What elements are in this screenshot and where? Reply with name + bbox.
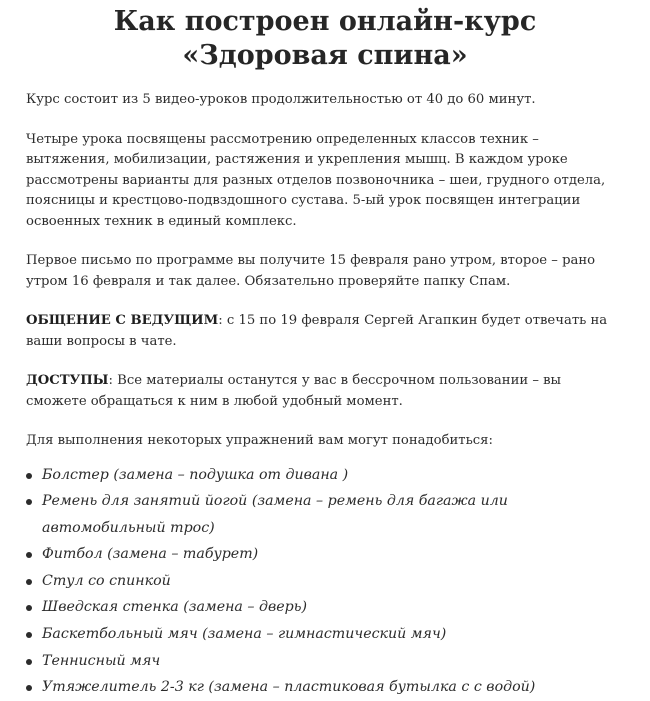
paragraph-access xyxy=(26,371,624,412)
list-item xyxy=(26,674,624,701)
paragraph-lesson-topics: Четыре урока посвящены рассмотрению определенных классов техник – вытяжения, мобилизации, растяжения и укрепления мышц. В каждом уроке рассмотрены варианты для разных отделов позвоночника – шеи, грудного отдела, поясницы и крестцово-подвздошного сустава. 5-ый урок посвящен интеграции освоенных техник в единый комплекс. xyxy=(26,131,606,229)
list-item-text: Шведская стенка (замена – дверь) xyxy=(42,599,307,616)
bullet-icon xyxy=(26,473,32,479)
access-label: ДОСТУПЫ xyxy=(26,373,109,388)
bullet-icon xyxy=(26,685,32,691)
host-communication-text: : с 15 по 19 февраля Сергей Агапкин будет отвечать на ваши вопросы в чате. xyxy=(26,313,608,349)
list-item xyxy=(26,462,624,489)
list-item-text: Ремень для занятий йогой (замена – ремень для багажа или автомобильный трос) xyxy=(42,493,508,536)
bullet-icon xyxy=(26,552,32,558)
list-item-text: Баскетбольный мяч (замена – гимнастический мяч) xyxy=(42,626,447,643)
list-item xyxy=(26,648,624,675)
paragraph-host-communication xyxy=(26,311,624,352)
bullet-icon xyxy=(26,632,32,638)
list-item-text: Утяжелитель 2-3 кг (замена – пластиковая бутылка с с водой) xyxy=(42,679,536,696)
course-description xyxy=(26,90,624,701)
list-item xyxy=(26,621,624,648)
list-item-text: Стул со спинкой xyxy=(42,572,171,589)
list-item xyxy=(26,541,624,568)
page-title-line-1: Как построен онлайн-курс xyxy=(113,6,537,37)
access-text: : Все материалы останутся у вас в бессрочном пользовании – вы сможете обращаться к ним в любой удобный момент. xyxy=(26,373,562,409)
page-title-line-2: «Здоровая спина» xyxy=(182,40,468,71)
list-item xyxy=(26,568,624,595)
paragraph-equipment-intro: Для выполнения некоторых упражнений вам могут понадобиться: xyxy=(26,433,493,448)
page-title xyxy=(26,0,624,73)
paragraph-course-length: Курс состоит из 5 видео-уроков продолжительностью от 40 до 60 минут. xyxy=(26,92,536,107)
equipment-list xyxy=(26,462,624,701)
host-communication-label: ОБЩЕНИЕ С ВЕДУЩИМ xyxy=(26,313,219,328)
list-item-text: Теннисный мяч xyxy=(42,652,161,669)
bullet-icon xyxy=(26,659,32,665)
bullet-icon xyxy=(26,605,32,611)
list-item xyxy=(26,594,624,621)
bullet-icon xyxy=(26,579,32,585)
bullet-icon xyxy=(26,499,32,505)
list-item-text: Фитбол (замена – табурет) xyxy=(42,546,259,563)
list-item xyxy=(26,488,624,541)
paragraph-schedule: Первое письмо по программе вы получите 15 февраля рано утром, второе – рано утром 16 февраля и так далее. Обязательно проверяйте папку Спам. xyxy=(26,253,596,289)
list-item-text: Болстер (замена – подушка от дивана ) xyxy=(42,466,349,483)
